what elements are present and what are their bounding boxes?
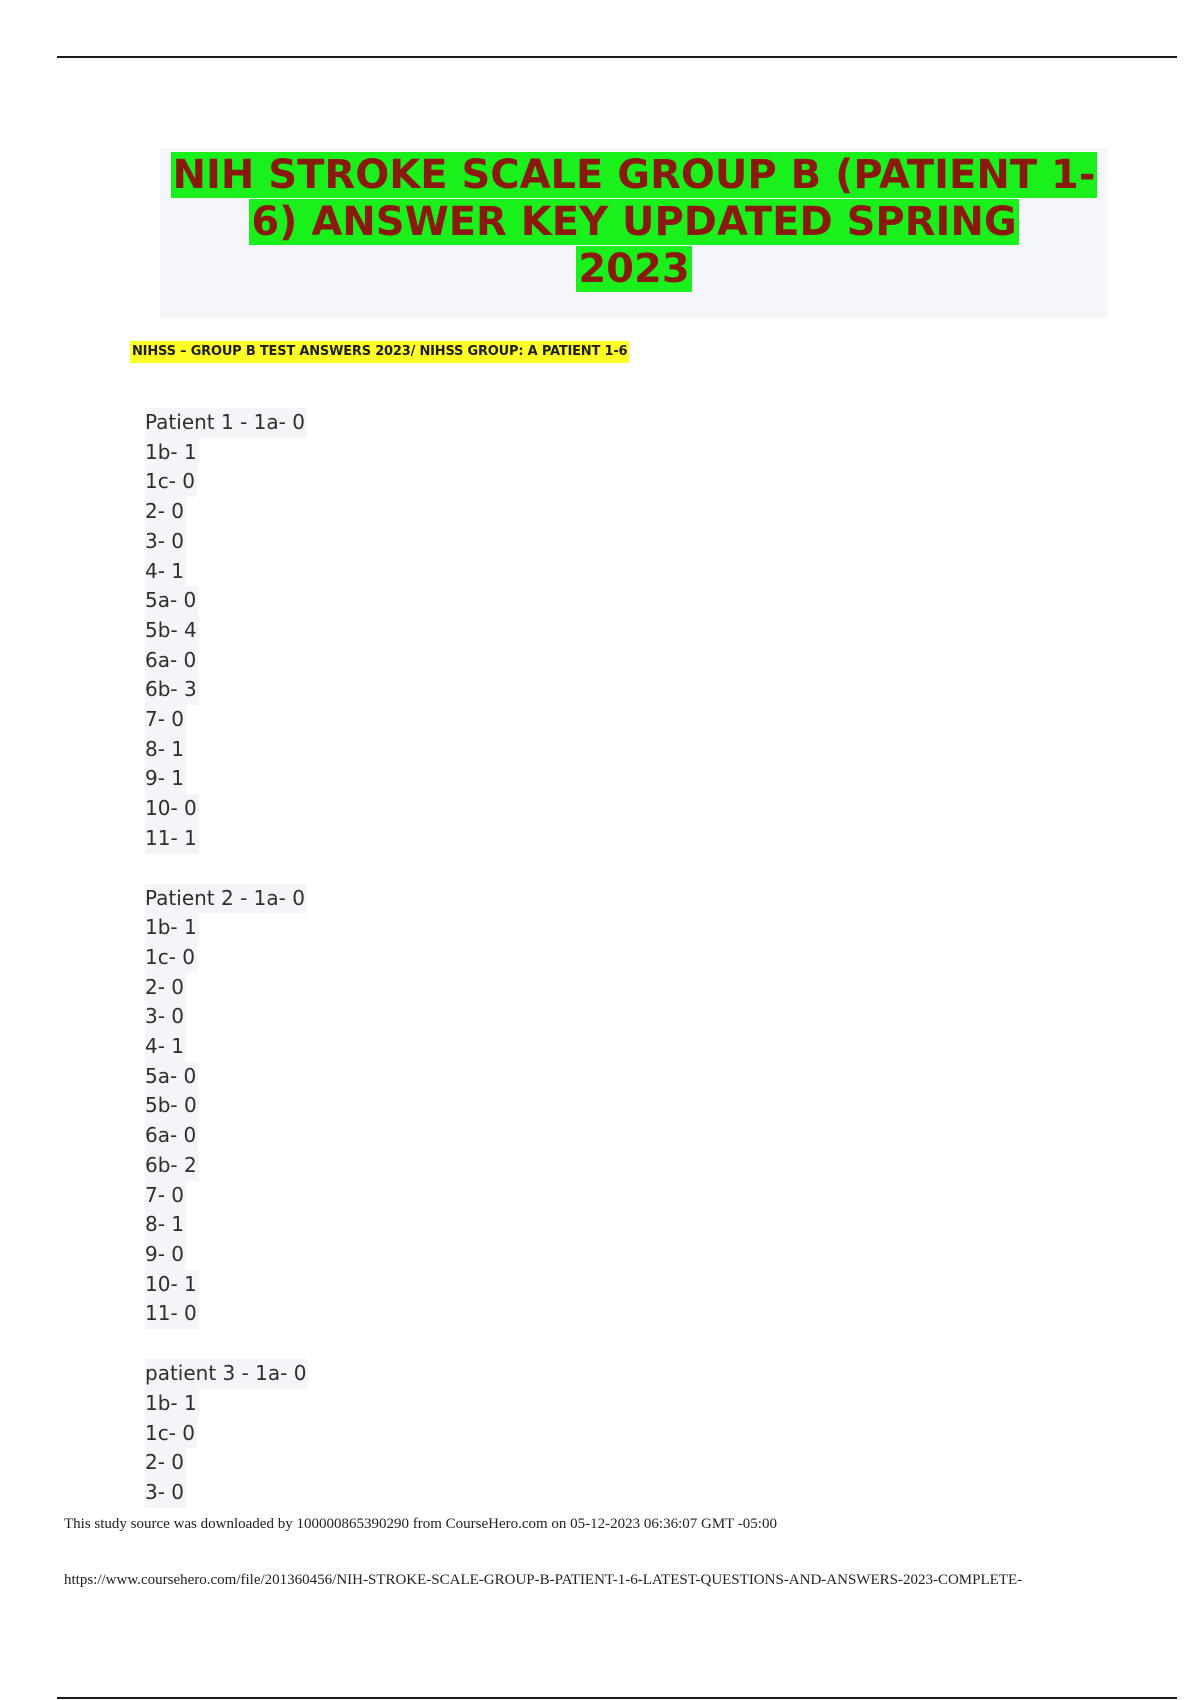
- answer-line: Patient 2 - 1a- 0: [145, 884, 307, 914]
- answer-line: 4- 1: [145, 557, 186, 587]
- answer-line: 9- 1: [145, 764, 186, 794]
- answer-line: 8- 1: [145, 735, 186, 765]
- title-box: [160, 148, 1108, 318]
- patient-2-answers: [145, 884, 308, 1330]
- title-line-2: 6) ANSWER KEY UPDATED SPRING: [251, 199, 1017, 245]
- answer-line: 10- 0: [145, 794, 199, 824]
- answer-line: 1c- 0: [145, 467, 197, 497]
- answer-line: 6b- 3: [145, 675, 199, 705]
- bottom-divider: [57, 1697, 1177, 1699]
- answer-line: 2- 0: [145, 497, 186, 527]
- document-subtitle: NIHSS – GROUP B TEST ANSWERS 2023/ NIHSS GROUP: A PATIENT 1-6: [130, 341, 629, 363]
- answer-line: 1c- 0: [145, 943, 197, 973]
- answer-line: 5a- 0: [145, 586, 198, 616]
- answer-line: patient 3 - 1a- 0: [145, 1359, 308, 1389]
- top-divider: [57, 56, 1177, 58]
- answer-line: 4- 1: [145, 1032, 186, 1062]
- source-url: https://www.coursehero.com/file/201360456/NIH-STROKE-SCALE-GROUP-B-PATIENT-1-6-LATEST-QUESTIONS-AND-ANSWERS-2023-COMPLETE-: [64, 1572, 1023, 1588]
- answer-line: Patient 1 - 1a- 0: [145, 408, 307, 438]
- answer-line: 5b- 0: [145, 1091, 199, 1121]
- answer-line: 2- 0: [145, 973, 186, 1003]
- answer-line: 11- 1: [145, 824, 199, 854]
- answer-line: 11- 0: [145, 1299, 199, 1329]
- title-line-1: NIH STROKE SCALE GROUP B (PATIENT 1-: [172, 152, 1096, 198]
- patient-answers: [145, 408, 308, 1538]
- answer-line: 9- 0: [145, 1240, 186, 1270]
- title-line-3: 2023: [578, 246, 690, 292]
- answer-line: 7- 0: [145, 1181, 186, 1211]
- answer-line: 6b- 2: [145, 1151, 199, 1181]
- answer-line: 6a- 0: [145, 646, 198, 676]
- answer-line: 1c- 0: [145, 1419, 197, 1449]
- answer-line: 1b- 1: [145, 1389, 199, 1419]
- answer-line: 2- 0: [145, 1448, 186, 1478]
- answer-line: 8- 1: [145, 1210, 186, 1240]
- patient-3-answers: [145, 1359, 308, 1508]
- answer-line: 3- 0: [145, 1478, 186, 1508]
- answer-line: 3- 0: [145, 527, 186, 557]
- answer-line: 1b- 1: [145, 913, 199, 943]
- answer-line: 1b- 1: [145, 438, 199, 468]
- answer-line: 6a- 0: [145, 1121, 198, 1151]
- document-title: [160, 148, 1108, 293]
- download-source-notice: This study source was downloaded by 100000865390290 from CourseHero.com on 05-12-2023 06:36:07 GMT -05:00: [64, 1516, 777, 1532]
- answer-line: 5a- 0: [145, 1062, 198, 1092]
- answer-line: 3- 0: [145, 1002, 186, 1032]
- answer-line: 7- 0: [145, 705, 186, 735]
- answer-line: 5b- 4: [145, 616, 199, 646]
- patient-1-answers: [145, 408, 308, 854]
- answer-line: 10- 1: [145, 1270, 199, 1300]
